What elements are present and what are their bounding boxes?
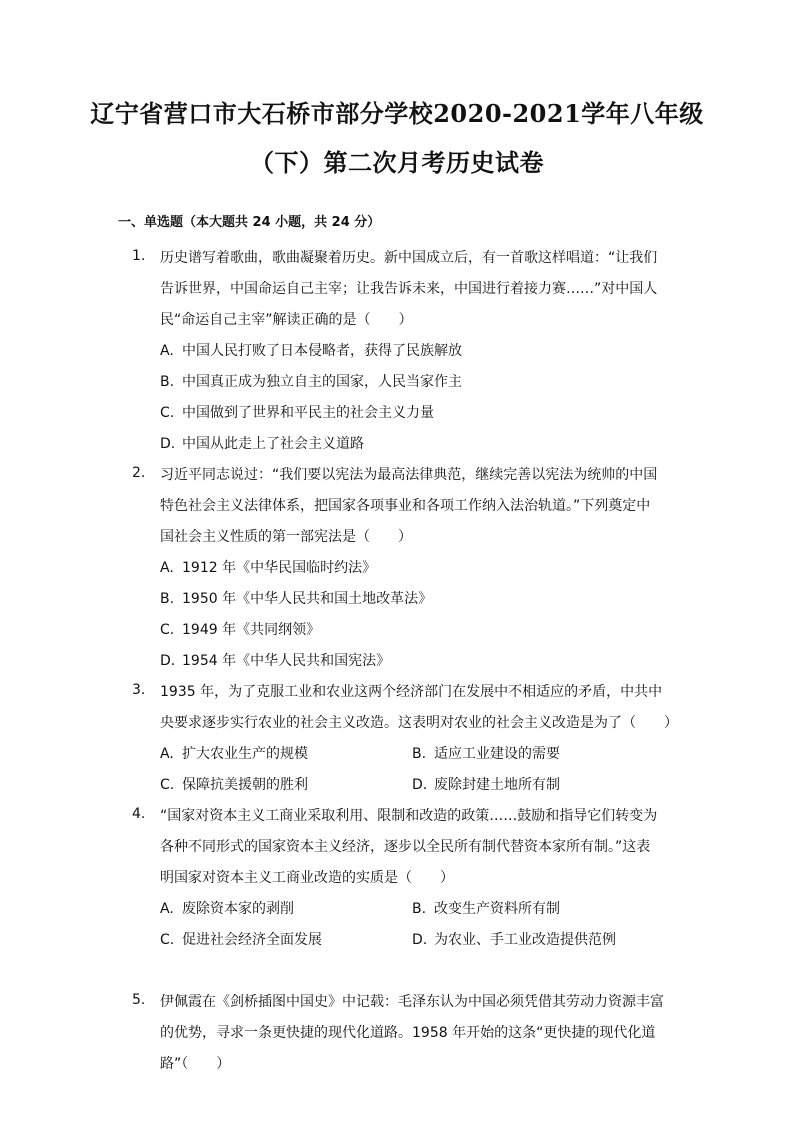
exam-title-line-1: 辽宁省营口市大石桥市部分学校2020-2021学年八年级 bbox=[90, 99, 704, 128]
option-text: 中国做到了世界和平民主的社会主义力量 bbox=[182, 405, 434, 421]
question-number: 1. bbox=[132, 248, 146, 264]
option-b bbox=[412, 899, 560, 919]
question-number: 5. bbox=[132, 992, 146, 1008]
option-a bbox=[160, 899, 294, 919]
stem-line: “国家对资本主义工商业采取利用、限制和改造的政策……鼓励和指导它们转变为 bbox=[160, 808, 658, 824]
option-c bbox=[160, 403, 434, 423]
exam-title-line-2: （下）第二次月考历史试卷 bbox=[250, 148, 544, 177]
question-stem bbox=[160, 677, 680, 739]
option-text: 改变生产资料所有制 bbox=[434, 901, 560, 917]
option-b bbox=[160, 372, 462, 392]
option-text: 1949 年《共同纲领》 bbox=[182, 622, 321, 638]
stem-line: 明国家对资本主义工商业改造的实质是（ ） bbox=[160, 870, 454, 886]
option-text: 为农业、手工业改造提供范例 bbox=[434, 932, 616, 948]
option-text: 废除资本家的剥削 bbox=[182, 901, 294, 917]
option-b bbox=[412, 744, 560, 764]
question-stem bbox=[160, 987, 680, 1080]
option-letter: A. bbox=[160, 746, 174, 762]
question-stem bbox=[160, 460, 680, 553]
option-d bbox=[412, 930, 616, 950]
stem-line: 国社会主义性质的第一部宪法是（ ） bbox=[160, 529, 412, 545]
option-text: 1912 年《中华民国临时约法》 bbox=[182, 560, 377, 576]
stem-line: 路”（ ） bbox=[160, 1056, 231, 1072]
option-letter: D. bbox=[412, 777, 428, 793]
option-a bbox=[160, 744, 308, 764]
option-text: 中国人民打败了日本侵略者，获得了民族解放 bbox=[182, 343, 462, 359]
option-letter: C. bbox=[160, 932, 175, 948]
option-letter: B. bbox=[412, 746, 427, 762]
question-number: 4. bbox=[132, 806, 146, 822]
option-text: 中国真正成为独立自主的国家，人民当家作主 bbox=[182, 374, 462, 390]
stem-line: 民“命运自己主宰”解读正确的是（ ） bbox=[160, 312, 413, 328]
section-heading: 一、单选题（本大题共 24 小题，共 24 分） bbox=[118, 215, 381, 230]
stem-line: 特色社会主义法律体系，把国家各项事业和各项工作纳入法治轨道。”下列奠定中 bbox=[160, 498, 651, 514]
option-c bbox=[160, 930, 322, 950]
stem-line: 的优势，寻求一条更快捷的现代化道路。1958 年开始的这条“更快捷的现代化道 bbox=[160, 1025, 656, 1041]
option-d bbox=[160, 434, 364, 454]
option-text: 促进社会经济全面发展 bbox=[182, 932, 322, 948]
option-text: 保障抗美援朝的胜利 bbox=[182, 777, 308, 793]
option-text: 中国从此走上了社会主义道路 bbox=[182, 436, 364, 452]
option-letter: C. bbox=[160, 622, 175, 638]
option-letter: B. bbox=[160, 374, 175, 390]
stem-line: 告诉世界，中国命运自己主宰；让我告诉未来，中国进行着接力赛……”对中国人 bbox=[160, 281, 658, 297]
option-letter: D. bbox=[160, 653, 176, 669]
option-a bbox=[160, 558, 376, 578]
question-number: 2. bbox=[132, 465, 146, 481]
option-text: 1954 年《中华人民共和国宪法》 bbox=[182, 653, 391, 669]
stem-line: 央要求逐步实行农业的社会主义改造。这表明对农业的社会主义改造是为了（ ） bbox=[160, 715, 678, 731]
option-text: 废除封建土地所有制 bbox=[434, 777, 560, 793]
option-letter: C. bbox=[160, 405, 175, 421]
option-text: 适应工业建设的需要 bbox=[434, 746, 560, 762]
option-c bbox=[160, 775, 308, 795]
option-c bbox=[160, 620, 320, 640]
option-letter: D. bbox=[160, 436, 176, 452]
stem-line: 历史谱写着歌曲，歌曲凝聚着历史。新中国成立后，有一首歌这样唱道：“让我们 bbox=[160, 250, 658, 266]
option-letter: B. bbox=[412, 901, 427, 917]
option-a bbox=[160, 341, 462, 361]
question-stem bbox=[160, 243, 680, 336]
option-d bbox=[160, 651, 390, 671]
option-d bbox=[412, 775, 560, 795]
option-letter: C. bbox=[160, 777, 175, 793]
option-letter: A. bbox=[160, 560, 174, 576]
question-stem bbox=[160, 801, 680, 894]
stem-line: 1935 年，为了克服工业和农业这两个经济部门在发展中不相适应的矛盾，中共中 bbox=[160, 684, 663, 700]
option-text: 扩大农业生产的规模 bbox=[182, 746, 308, 762]
question-number: 3. bbox=[132, 682, 146, 698]
option-letter: A. bbox=[160, 901, 174, 917]
stem-line: 习近平同志说过：“我们要以宪法为最高法律典范，继续完善以宪法为统帅的中国 bbox=[160, 467, 658, 483]
option-text: 1950 年《中华人民共和国土地改革法》 bbox=[182, 591, 433, 607]
stem-line: 伊佩霞在《剑桥插图中国史》中记载：毛泽东认为中国必须凭借其劳动力资源丰富 bbox=[160, 994, 664, 1010]
option-letter: D. bbox=[412, 932, 428, 948]
option-letter: B. bbox=[160, 591, 175, 607]
option-letter: A. bbox=[160, 343, 174, 359]
option-b bbox=[160, 589, 432, 609]
stem-line: 各种不同形式的国家资本主义经济，逐步以全民所有制代替资本家所有制。”这表 bbox=[160, 839, 651, 855]
